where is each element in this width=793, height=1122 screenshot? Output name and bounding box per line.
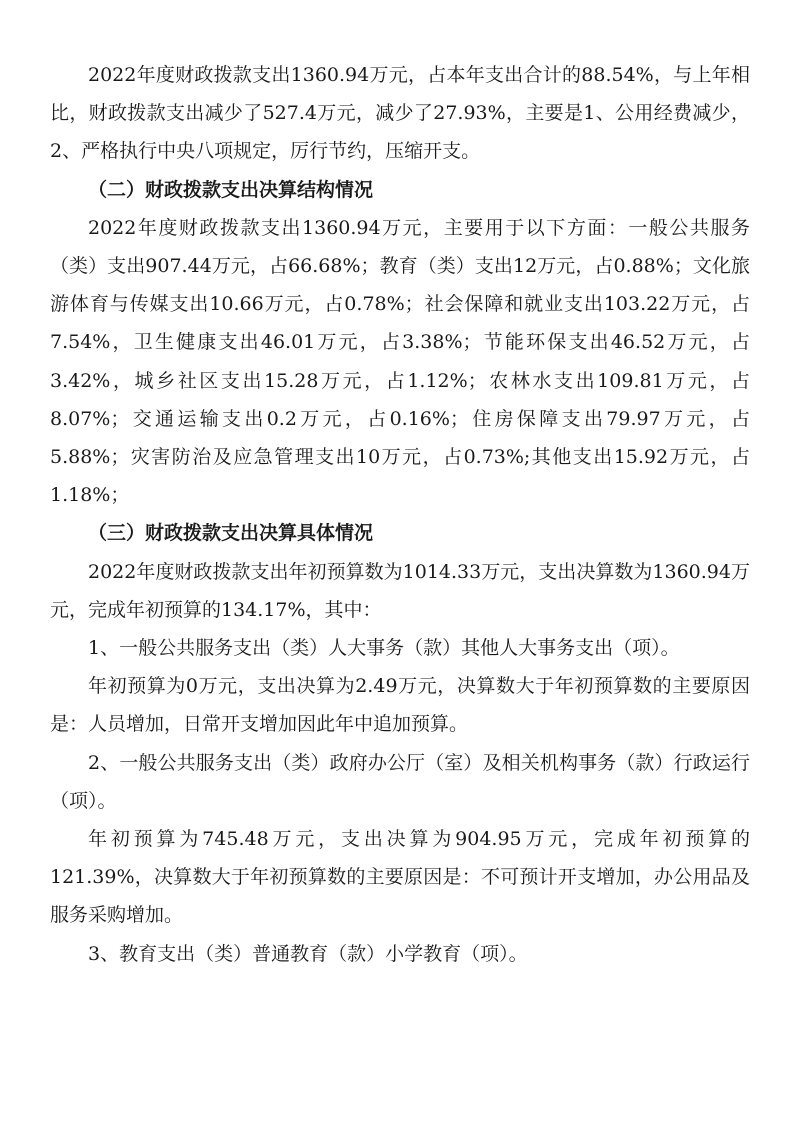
expenditure-summary-paragraph: 2022年度财政拨款支出1360.94万元，占本年支出合计的88.54%，与上年相比，财政拨款支出减少了527.4万元，减少了27.93%，主要是1、公用经费减少，2、严格执行中央八项规定，厉行节约，压缩开支。 <box>50 64 750 163</box>
item-3-title: 3、教育支出（类）普通教育（款）小学教育（项）。 <box>88 942 528 965</box>
section-2-heading: （二）财政拨款支出决算结构情况 <box>88 178 374 201</box>
item-1-title: 1、一般公共服务支出（类）人大事务（款）其他人大事务支出（项）。 <box>88 637 680 660</box>
section-3-heading: （三）财政拨款支出决算具体情况 <box>88 522 374 545</box>
document-page <box>50 56 750 973</box>
section-2-structure-paragraph: 2022年度财政拨款支出1360.94万元，主要用于以下方面：一般公共服务（类）支出907.44万元，占66.68%；教育（类）支出12万元，占0.88%；文化旅游体育与传媒支出10.66万元，占0.78%；社会保障和就业支出103.22万元，占7.54%，卫生健康支出46.01万元，占3.38%；节能环保支出46.52万元，占3.42%，城乡社区支出15.28万元，占1.12%；农林水支出109.81万元，占8.07%；交通运输支出0.2万元，占0.16%；住房保障支出79.97万元，占5.88%；灾害防治及应急管理支出10万元，占0.73%;其他支出15.92万元，占1.18%； <box>50 216 750 507</box>
item-2-body: 年初预算为745.48万元，支出决算为904.95万元，完成年初预算的121.39%，决算数大于年初预算数的主要原因是：不可预计开支增加，办公用品及服务采购增加。 <box>50 828 750 927</box>
section-3-intro-paragraph: 2022年度财政拨款支出年初预算数为1014.33万元，支出决算数为1360.94万元，完成年初预算的134.17%，其中： <box>50 560 750 621</box>
item-1-body: 年初预算为0万元，支出决算为2.49万元，决算数大于年初预算数的主要原因是：人员增加，日常开支增加因此年中追加预算。 <box>50 675 750 736</box>
item-2-title: 2、一般公共服务支出（类）政府办公厅（室）及相关机构事务（款）行政运行（项）。 <box>50 751 750 812</box>
